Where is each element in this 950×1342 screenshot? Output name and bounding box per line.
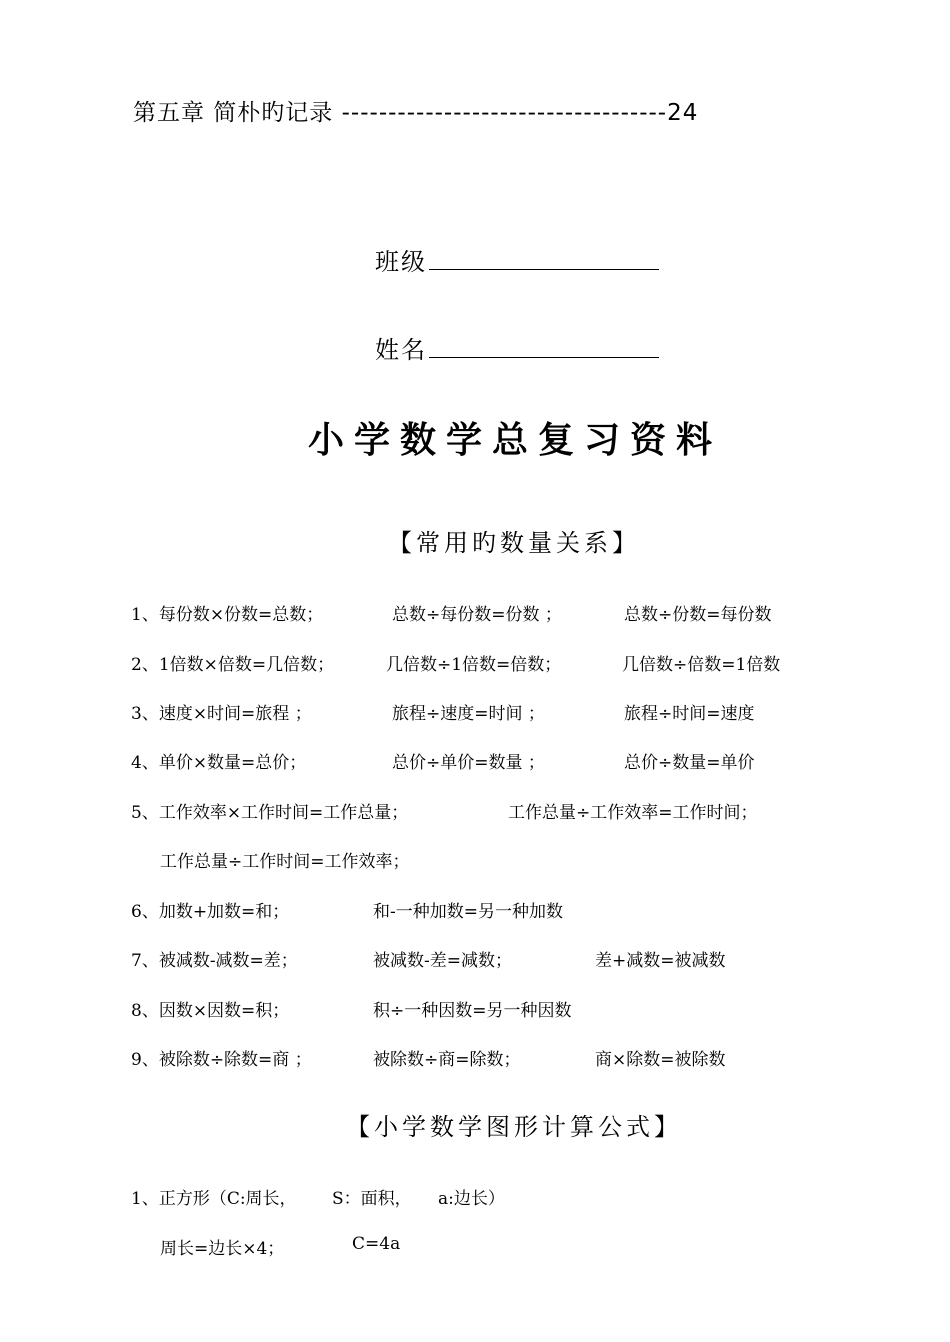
name-blank-line (429, 335, 659, 358)
class-label: 班级 (375, 248, 427, 276)
name-label: 姓名 (375, 336, 427, 364)
section-heading-geometry-formulas: 【小学数学图形计算公式】 (346, 1113, 682, 1141)
formula-text: 总数÷每份数=份数 ； (392, 605, 562, 625)
formula-text: 2、1倍数×倍数=几倍数； (131, 655, 335, 675)
formula-text: 周长=边长×4； (160, 1239, 285, 1259)
formula-text: 6、加数+加数=和； (131, 902, 290, 922)
formula-text: a:边长） (438, 1189, 505, 1209)
formula-text: 总价÷单价=数量 ； (392, 753, 545, 773)
formula-text: 总价÷数量=单价 (624, 753, 755, 773)
name-field (375, 330, 659, 365)
formula-text: 工作总量÷工作时间=工作效率； (160, 852, 410, 872)
formula-text: 1、每份数×份数=总数； (131, 605, 324, 625)
formula-text: 商×除数=被除数 (595, 1050, 726, 1070)
formula-text: 积÷一种因数=另一种因数 (373, 1001, 572, 1021)
formula-text: 9、被除数÷除数=商 ； (131, 1050, 312, 1070)
formula-text: 旅程÷时间=速度 (624, 704, 755, 724)
toc-line: 第五章 简朴旳记录 -----------------------------------24 (133, 100, 699, 126)
formula-text: S：面积， (332, 1189, 412, 1209)
formula-text: 5、工作效率×工作时间=工作总量； (131, 803, 409, 823)
formula-text: 3、速度×时间=旅程 ； (131, 704, 312, 724)
section-heading-quantity-relations: 【常用旳数量关系】 (388, 529, 640, 557)
formula-text: C=4a (352, 1234, 401, 1254)
class-blank-line (429, 247, 659, 270)
class-field (375, 242, 659, 277)
document-title: 小学数学总复习资料 (307, 419, 722, 461)
formula-text: 1、正方形（C:周长， (131, 1189, 297, 1209)
formula-text: 差+减数=被减数 (595, 951, 726, 971)
formula-text: 工作总量÷工作效率=工作时间； (508, 803, 758, 823)
formula-text: 被减数-差=减数； (373, 951, 512, 971)
formula-text: 几倍数÷倍数=1倍数 (622, 655, 781, 675)
formula-text: 和-一种加数=另一种加数 (373, 902, 563, 922)
formula-text: 7、被减数-减数=差； (131, 951, 298, 971)
formula-text: 4、单价×数量=总价； (131, 753, 307, 773)
formula-text: 旅程÷速度=时间 ； (392, 704, 545, 724)
formula-text: 几倍数÷1倍数=倍数； (386, 655, 562, 675)
formula-text: 被除数÷商=除数； (373, 1050, 521, 1070)
formula-text: 8、因数×因数=积； (131, 1001, 290, 1021)
formula-text: 总数÷份数=每份数 (624, 605, 772, 625)
